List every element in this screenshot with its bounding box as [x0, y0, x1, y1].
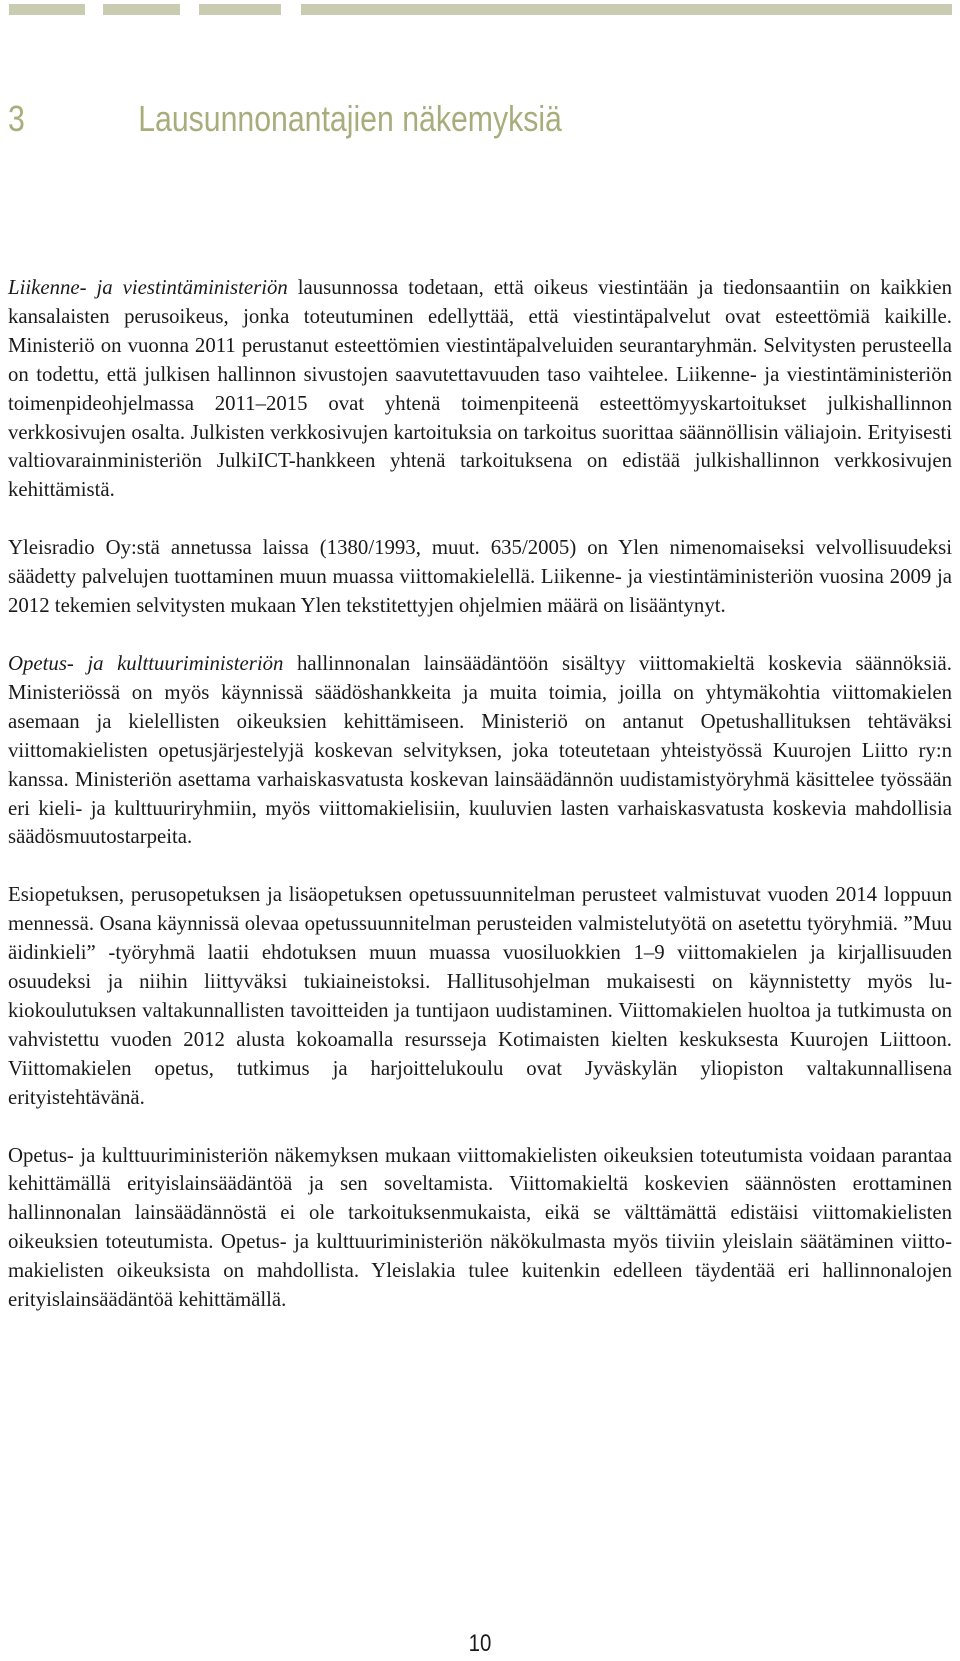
chapter-heading — [8, 98, 798, 140]
ministry-name: Liikenne- ja viestintäministeriön — [8, 276, 288, 299]
header-rule-segment-4 — [301, 4, 952, 15]
paragraph-text: Esiopetuksen, perusopetuksen ja lisäopetuksen opetussuunnitelman perusteet valmistuvat vuoden 2014 loppuun mennessä. Osana käynnissä olevaa opetussuunnitelman perusteiden valmistelutyötä on asetettu työryhmiä. ”Muu äidinkieli” -työryhmä laatii ehdotuksen muun muassa vuosiluokkien 1–9 viittomakielen ja kirjallisuuden osuudeksi ja niihin liittyväksi tukiaineistoksi. Hallitusohjelman mukaisesti on käynnistetty myös lukiokoulutuksen valtakunnallisten tavoitteiden ja tuntijaon uudistaminen. Viittomakielen huoltoa ja tutkimusta on vahvistettu vuoden 2012 alusta kokoamalla resursseja Kotimaisten kielten keskuksesta Kuurojen Liittoon. Viittomakielen opetus, tutkimus ja harjoittelukoulu ovat Jyväskylän yliopiston valtakunnallisena erityistehtävänä. — [8, 883, 952, 1109]
paragraph-text: lausunnossa todetaan, että oikeus viestintään ja tiedonsaantiin on kaikkien kansalaisten perusoikeus, jonka toteutuminen edellyttää, että viestintäpalvelut ovat esteettömiä kaikille. Ministeriö on vuonna 2011 perustanut esteettömien viestintäpalveluiden seurantaryhmän. Selvitysten perusteella on todettu, että julkisen hallinnon sivustojen saavutettavuuden taso vaihtelee. Liikenne- ja viestintäministeriön toimenpideohjelmassa 2011–2015 ovat yhtenä toimenpiteenä esteettömyyskartoitukset julkishallinnon verkkosivujen osalta. Julkisten verkkosivujen kartoituksia on tarkoitus suorittaa säännöllisin väliajoin. Erityisesti valtiovarainministeriön JulkiICT-hankkeen yhtenä tarkoituksena on edistää julkishallinnon verkkosivujen kehittämistä. — [8, 276, 952, 502]
paragraph-4 — [8, 881, 952, 1112]
page-number: 10 — [468, 1630, 492, 1657]
body-text — [8, 274, 952, 1315]
paragraph-5 — [8, 1142, 952, 1315]
header-rule-segment-3 — [199, 4, 281, 15]
ministry-name: Opetus- ja kulttuuriministeriön — [8, 651, 284, 675]
paragraph-text: Yleisradio Oy:stä annetussa laissa (1380/1993, muut. 635/2005) on Ylen nimenomaiseksi velvollisuudeksi säädetty palvelujen tuottaminen muun muassa viittomakielellä. Liikenne- ja viestintäministeriön vuosina 2009 ja 2012 tekemien selvitysten mukaan Ylen tekstitettyjen ohjelmien määrä on lisääntynyt. — [8, 536, 952, 618]
paragraph-text: hallinnonalan lainsäädäntöön sisältyy viittomakieltä koskevia säännöksiä. Ministeriössä on myös käynnissä säädöshankkeita ja muita toimia, joilla on yhtymäkohtia viittomakielen asemaan ja kielellisten oikeuksien kehittämiseen. Ministeriö on antanut Opetushallituksen tehtäväksi viittomakielisten opetusjärjestelyjä koskevan selvityksen, joka toteutetaan yhteistyössä Kuurojen Liitto ry:n kanssa. Ministeriön asettama varhaiskasvatusta koskevan lainsäädännön uudistamistyöryhmä käsittelee työssään eri kieli- ja kulttuuriryhmiin, myös viittomakielisiin, kuuluvien lasten varhaiskasvatusta koskevia mahdollisia säädösmuutostarpeita. — [8, 651, 952, 849]
paragraph-1 — [8, 274, 952, 505]
paragraph-text: Opetus- ja kulttuuriministeriön näkemyksen mukaan viittomakielisten oikeuksien toteutumista voidaan parantaa kehittämällä erityislainsäädäntöä ja sen soveltamista. Viittomakieltä koskevien säännösten erottaminen hallinnonalan lainsäädännöstä ei ole tarkoituksenmukaista, eikä se välttämättä edistäisi viittomakielisten oikeuksien toteutumista. Opetus- ja kulttuuriministeriön näkökulmasta myös tiiviin yleislain säätäminen viittomakielisten oikeuksista on mahdollista. Yleislakia tulee kuitenkin edelleen täydentää eri hallinnonalojen erityislainsäädäntöä kehittämällä. — [8, 1143, 952, 1312]
header-rule-segment-1 — [9, 4, 85, 15]
header-rule-segment-2 — [103, 4, 180, 15]
chapter-number: 3 — [8, 98, 25, 139]
paragraph-3 — [8, 650, 952, 852]
chapter-title: Lausunnonantajien näkemyksiä — [138, 98, 562, 139]
paragraph-2 — [8, 534, 952, 621]
